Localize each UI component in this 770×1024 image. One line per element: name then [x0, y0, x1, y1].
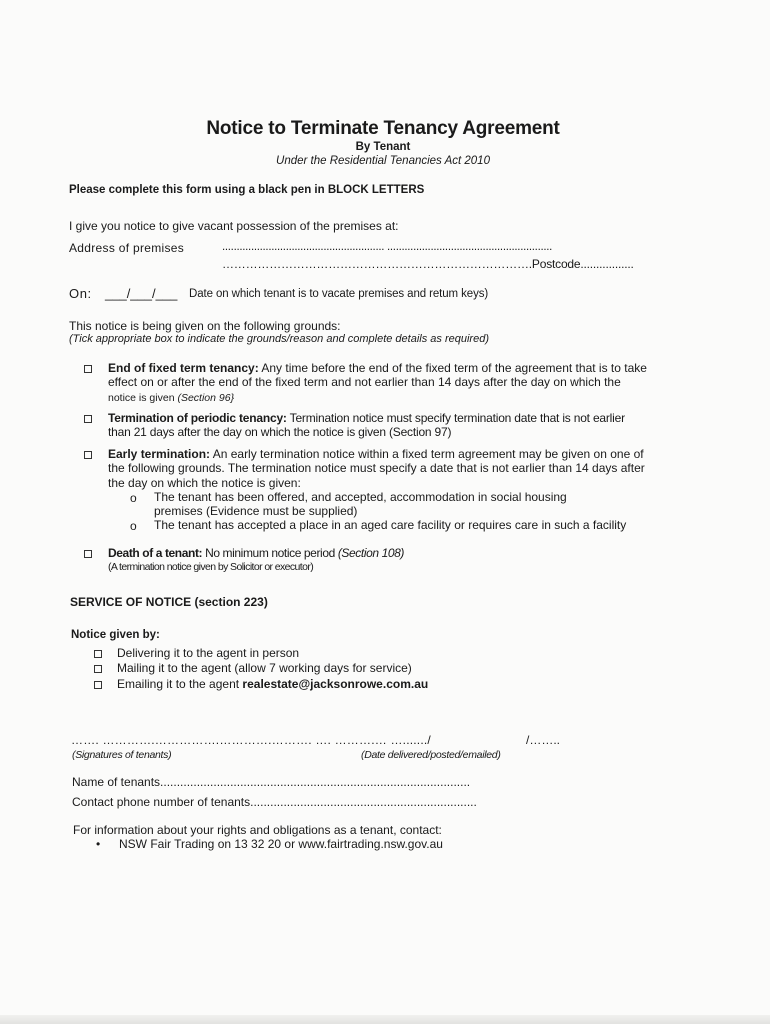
early-sub-1-line-2: premises (Evidence must be supplied) [154, 504, 358, 519]
death-line-2: (A termination notice given by Solicitor or executor) [108, 561, 314, 574]
delivery-email-label: Emailing it to the agent [117, 677, 243, 691]
grounds-intro: This notice is being given on the following grounds: [69, 319, 341, 333]
tenant-names-field[interactable]: Name of tenants............................................................................................. [72, 775, 471, 789]
delivery-in-person-label: Delivering it to the agent in person [117, 646, 300, 660]
death-section: (Section 108) [337, 546, 404, 560]
scan-bottom-edge [0, 1015, 770, 1024]
address-field-line-2[interactable]: …………………………………………………………………….Postcode................. [222, 257, 634, 271]
early-sub-ground-aged-care: The tenant has accepted a place in an aged care facility or requires care in such a facility [154, 518, 627, 532]
on-label: On: [69, 286, 92, 301]
fixed-term-section: (Section 96} [177, 391, 235, 404]
fixed-term-line-1: Any time before the end of the fixed term of the agreement that is to take [258, 361, 647, 375]
early-line-3: the day on which the notice is given: [108, 475, 301, 490]
fixed-term-checkbox[interactable] [84, 365, 92, 373]
info-line: For information about your rights and obligations as a tenant, contact: [73, 823, 442, 837]
vacate-date-field[interactable]: ___/___/___ [105, 286, 178, 301]
date-field[interactable]: /…….. [526, 733, 561, 747]
early-sub-bullet-1: o [130, 491, 137, 505]
fair-trading-contact: NSW Fair Trading on 13 32 20 or www.fairtrading.nsw.gov.au [119, 837, 443, 851]
ground-death-of-tenant [108, 546, 404, 575]
notice-given-by-label: Notice given by: [71, 629, 160, 641]
early-title: Early termination: [108, 447, 211, 461]
signature-field[interactable]: ……. ………….…………….………….………. …. ……….… …......./ [71, 733, 431, 747]
delivery-email-checkbox[interactable] [94, 681, 102, 689]
agent-email: realestate@jacksonrowe.com.au [242, 677, 429, 691]
delivery-email-row [117, 677, 428, 691]
fixed-term-line-3: notice is given [108, 391, 178, 404]
address-label: Address of premises [69, 241, 185, 255]
tenant-phone-field[interactable]: Contact phone number of tenants.................................................................... [72, 795, 477, 809]
early-sub-1-line-1: The tenant has been offered, and accepted, accommodation in social housing [154, 490, 567, 504]
early-sub-bullet-2: o [130, 519, 137, 533]
service-heading: SERVICE OF NOTICE (section 223) [70, 595, 268, 609]
act-reference: Under the Residential Tenancies Act 2010 [276, 155, 490, 167]
early-line-1: An early termination notice within a fixed term agreement may be given on one of [210, 447, 644, 461]
periodic-tenancy-checkbox[interactable] [84, 415, 92, 423]
document-title: Notice to Terminate Tenancy Agreement [206, 118, 560, 139]
signature-caption: (Signatures of tenants) [72, 749, 172, 761]
address-field-line-1[interactable]: ........................................................ ......................................................... [222, 241, 553, 253]
document-subtitle: By Tenant [355, 141, 411, 153]
delivery-in-person-checkbox[interactable] [94, 650, 102, 658]
fixed-term-line-2: effect on or after the end of the fixed term and not earlier than 14 days after the day on which the [108, 375, 621, 390]
delivery-mail-label: Mailing it to the agent (allow 7 working days for service) [117, 661, 412, 675]
periodic-line-1: Termination notice must specify termination date that is not earlier [286, 411, 625, 425]
death-title: Death of a tenant: [108, 546, 203, 560]
ground-fixed-term [108, 361, 647, 405]
grounds-instruction: (Tick appropriate box to indicate the grounds/reason and complete details as required) [69, 333, 489, 345]
early-line-2: the following grounds. The termination notice must specify a date that is not earlier than 14 days after [108, 461, 645, 476]
periodic-title: Termination of periodic tenancy: [108, 411, 287, 425]
notice-intro: I give you notice to give vacant possession of the premises at: [69, 219, 399, 233]
early-sub-ground-social-housing [154, 490, 567, 519]
early-termination-checkbox[interactable] [84, 451, 92, 459]
vacate-date-description: Date on which tenant is to vacate premises and retum keys) [189, 288, 489, 300]
date-caption: (Date delivered/posted/emailed) [361, 749, 501, 761]
completion-instruction: Please complete this form using a black pen in BLOCK LETTERS [69, 184, 425, 196]
delivery-mail-checkbox[interactable] [94, 665, 102, 673]
fixed-term-title: End of fixed term tenancy: [108, 361, 259, 375]
death-line-1: No minimum notice period [202, 546, 338, 560]
ground-early-termination [108, 447, 645, 490]
death-of-tenant-checkbox[interactable] [84, 550, 92, 558]
periodic-line-2: than 21 days after the day on which the notice is given (Section 97) [108, 425, 452, 440]
ground-periodic-tenancy [108, 411, 625, 440]
info-bullet: • [96, 837, 101, 851]
